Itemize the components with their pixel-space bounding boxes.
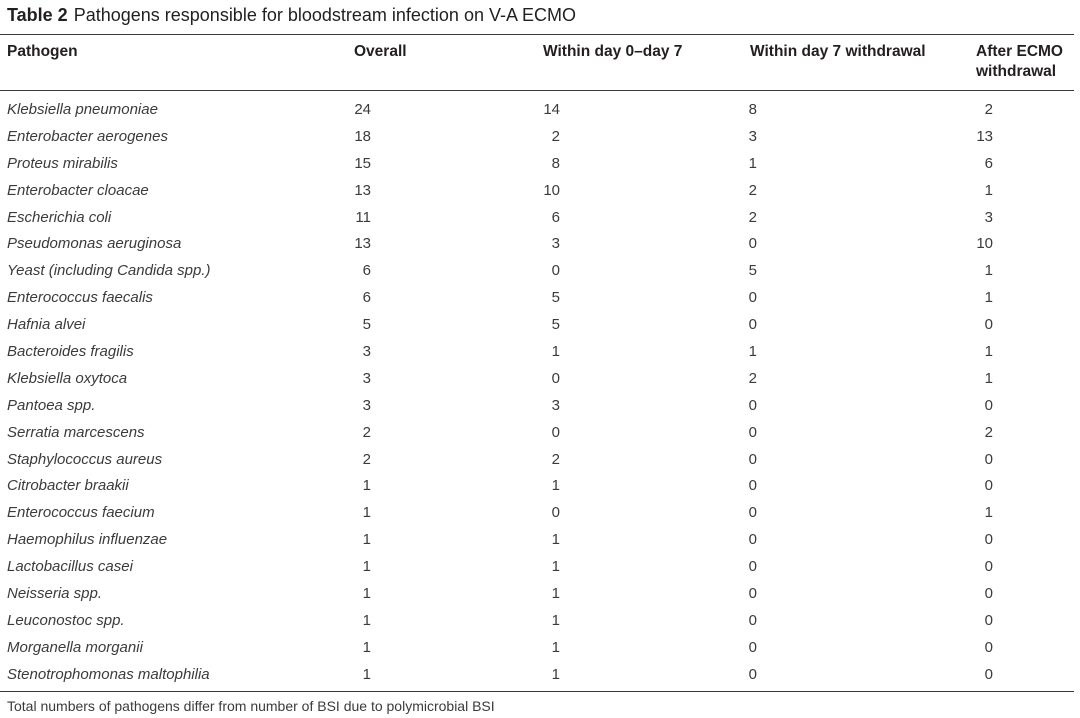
cell-within-day-0-7: 2 [551,127,560,145]
cell-after-ecmo-withdrawal: 1 [984,289,993,307]
cell-within-day-7-withdrawal: 0 [748,477,757,495]
cell-overall: 5 [362,316,371,334]
cell-within-day-0-7: 10 [543,181,560,199]
cell-overall: 3 [362,369,371,387]
table-row [0,500,1080,527]
table-title: Pathogens responsible for bloodstream infection on V-A ECMO [73,5,576,25]
cell-after-ecmo-withdrawal: 1 [984,504,993,522]
table-row [0,124,1080,151]
cell-within-day-0-7: 0 [551,262,560,280]
cell-overall: 15 [354,154,371,172]
cell-within-day-7-withdrawal: 2 [748,181,757,199]
cell-pathogen: Escherichia coli [7,208,112,226]
table-label: Table 2 [7,5,68,25]
cell-after-ecmo-withdrawal: 2 [984,423,993,441]
table-row [0,554,1080,581]
table-row [0,151,1080,178]
cell-after-ecmo-withdrawal: 0 [984,585,993,603]
cell-overall: 13 [354,235,371,253]
cell-pathogen: Lactobacillus casei [7,558,133,576]
cell-pathogen: Staphylococcus aureus [7,450,163,468]
header-rule [0,90,1074,91]
cell-pathogen: Pseudomonas aeruginosa [7,235,182,253]
cell-after-ecmo-withdrawal: 1 [984,181,993,199]
cell-within-day-0-7: 1 [551,611,560,629]
top-rule [0,34,1074,35]
cell-pathogen: Leuconostoc spp. [7,611,125,629]
table-row [0,178,1080,205]
cell-within-day-7-withdrawal: 3 [748,127,757,145]
cell-within-day-0-7: 1 [551,343,560,361]
table-row [0,447,1080,474]
cell-within-day-0-7: 1 [551,531,560,549]
cell-after-ecmo-withdrawal: 13 [976,127,993,145]
cell-after-ecmo-withdrawal: 1 [984,343,993,361]
cell-within-day-7-withdrawal: 1 [748,154,757,172]
cell-within-day-0-7: 6 [551,208,560,226]
table-row [0,312,1080,339]
cell-after-ecmo-withdrawal: 0 [984,396,993,414]
cell-pathogen: Enterococcus faecium [7,504,155,522]
cell-pathogen: Yeast (including Candida spp.) [7,262,211,280]
cell-within-day-7-withdrawal: 1 [748,343,757,361]
cell-overall: 1 [362,477,371,495]
cell-after-ecmo-withdrawal: 0 [984,531,993,549]
table-row [0,635,1080,662]
cell-pathogen: Enterococcus faecalis [7,289,153,307]
table-caption [7,4,576,26]
cell-pathogen: Neisseria spp. [7,585,103,603]
table-body [0,97,1080,689]
cell-pathogen: Klebsiella pneumoniae [7,101,158,118]
cell-within-day-7-withdrawal: 0 [748,638,757,656]
cell-within-day-0-7: 2 [551,450,560,468]
cell-within-day-0-7: 0 [551,504,560,522]
header-overall: Overall [354,43,407,60]
cell-within-day-7-withdrawal: 0 [748,450,757,468]
cell-after-ecmo-withdrawal: 0 [984,450,993,468]
cell-overall: 1 [362,611,371,629]
table-row [0,662,1080,689]
cell-after-ecmo-withdrawal: 0 [984,477,993,495]
cell-within-day-7-withdrawal: 0 [748,423,757,441]
cell-within-day-7-withdrawal: 0 [748,396,757,414]
cell-within-day-7-withdrawal: 0 [748,316,757,334]
table-row [0,366,1080,393]
table-row [0,339,1080,366]
table-row [0,608,1080,635]
cell-pathogen: Bacteroides fragilis [7,343,134,361]
header-within-day-7-withdrawal: Within day 7 withdrawal [750,43,926,60]
cell-within-day-7-withdrawal: 0 [748,558,757,576]
table-row [0,393,1080,420]
cell-overall: 1 [362,665,371,683]
cell-pathogen: Enterobacter aerogenes [7,127,168,145]
cell-within-day-0-7: 0 [551,423,560,441]
cell-within-day-7-withdrawal: 0 [748,504,757,522]
cell-within-day-0-7: 3 [551,235,560,253]
cell-within-day-7-withdrawal: 0 [748,585,757,603]
table-row [0,581,1080,608]
cell-pathogen: Hafnia alvei [7,316,86,334]
cell-within-day-7-withdrawal: 0 [748,531,757,549]
cell-within-day-7-withdrawal: 0 [748,289,757,307]
cell-within-day-7-withdrawal: 8 [748,101,757,118]
cell-after-ecmo-withdrawal: 0 [984,558,993,576]
cell-pathogen: Stenotrophomonas maltophilia [7,665,210,683]
table-row [0,231,1080,258]
cell-within-day-7-withdrawal: 0 [748,611,757,629]
cell-pathogen: Citrobacter braakii [7,477,129,495]
cell-overall: 11 [355,208,371,226]
cell-overall: 3 [362,396,371,414]
cell-overall: 3 [362,343,371,361]
cell-pathogen: Klebsiella oxytoca [7,369,128,387]
cell-pathogen: Haemophilus influenzae [7,531,168,549]
cell-pathogen: Serratia marcescens [7,423,145,441]
cell-overall: 6 [362,262,371,280]
cell-within-day-0-7: 14 [543,101,560,118]
cell-after-ecmo-withdrawal: 10 [976,235,993,253]
cell-overall: 13 [354,181,371,199]
cell-within-day-0-7: 8 [551,154,560,172]
cell-within-day-7-withdrawal: 0 [748,665,757,683]
cell-overall: 1 [362,531,371,549]
cell-after-ecmo-withdrawal: 0 [984,665,993,683]
cell-pathogen: Enterobacter cloacae [7,181,149,199]
cell-after-ecmo-withdrawal: 2 [984,101,993,118]
table-row [0,527,1080,554]
cell-overall: 2 [362,450,371,468]
cell-within-day-0-7: 1 [551,665,560,683]
cell-after-ecmo-withdrawal: 0 [984,316,993,334]
cell-pathogen: Pantoea spp. [7,396,96,414]
cell-after-ecmo-withdrawal: 0 [984,638,993,656]
cell-after-ecmo-withdrawal: 0 [984,611,993,629]
cell-within-day-0-7: 0 [551,369,560,387]
table-row [0,420,1080,447]
cell-overall: 1 [362,638,371,656]
table-row [0,473,1080,500]
cell-after-ecmo-withdrawal: 3 [984,208,993,226]
bottom-rule [0,691,1074,692]
table-row [0,258,1080,285]
table-row [0,285,1080,312]
cell-within-day-7-withdrawal: 5 [748,262,757,280]
cell-within-day-0-7: 1 [551,638,560,656]
table-row [0,205,1080,232]
cell-within-day-7-withdrawal: 2 [748,208,757,226]
cell-after-ecmo-withdrawal: 6 [984,154,993,172]
cell-overall: 18 [354,127,371,145]
cell-overall: 1 [362,504,371,522]
header-within-day-0-7: Within day 0–day 7 [543,43,683,60]
table-footnote: Total numbers of pathogens differ from number of BSI due to polymicrobial BSI [7,698,495,714]
cell-overall: 24 [354,101,371,118]
cell-overall: 6 [362,289,371,307]
cell-pathogen: Morganella morganii [7,638,143,656]
table-row [0,97,1080,124]
cell-within-day-0-7: 1 [551,477,560,495]
header-pathogen: Pathogen [7,43,78,60]
header-after-ecmo-withdrawal: After ECMO withdrawal [976,43,1063,80]
cell-within-day-0-7: 5 [551,289,560,307]
cell-overall: 2 [362,423,371,441]
cell-pathogen: Proteus mirabilis [7,154,118,172]
cell-overall: 1 [362,558,371,576]
cell-within-day-7-withdrawal: 2 [748,369,757,387]
cell-after-ecmo-withdrawal: 1 [984,262,993,280]
cell-within-day-0-7: 1 [551,585,560,603]
cell-overall: 1 [362,585,371,603]
cell-within-day-0-7: 5 [551,316,560,334]
cell-within-day-7-withdrawal: 0 [748,235,757,253]
cell-after-ecmo-withdrawal: 1 [984,369,993,387]
cell-within-day-0-7: 3 [551,396,560,414]
cell-within-day-0-7: 1 [551,558,560,576]
